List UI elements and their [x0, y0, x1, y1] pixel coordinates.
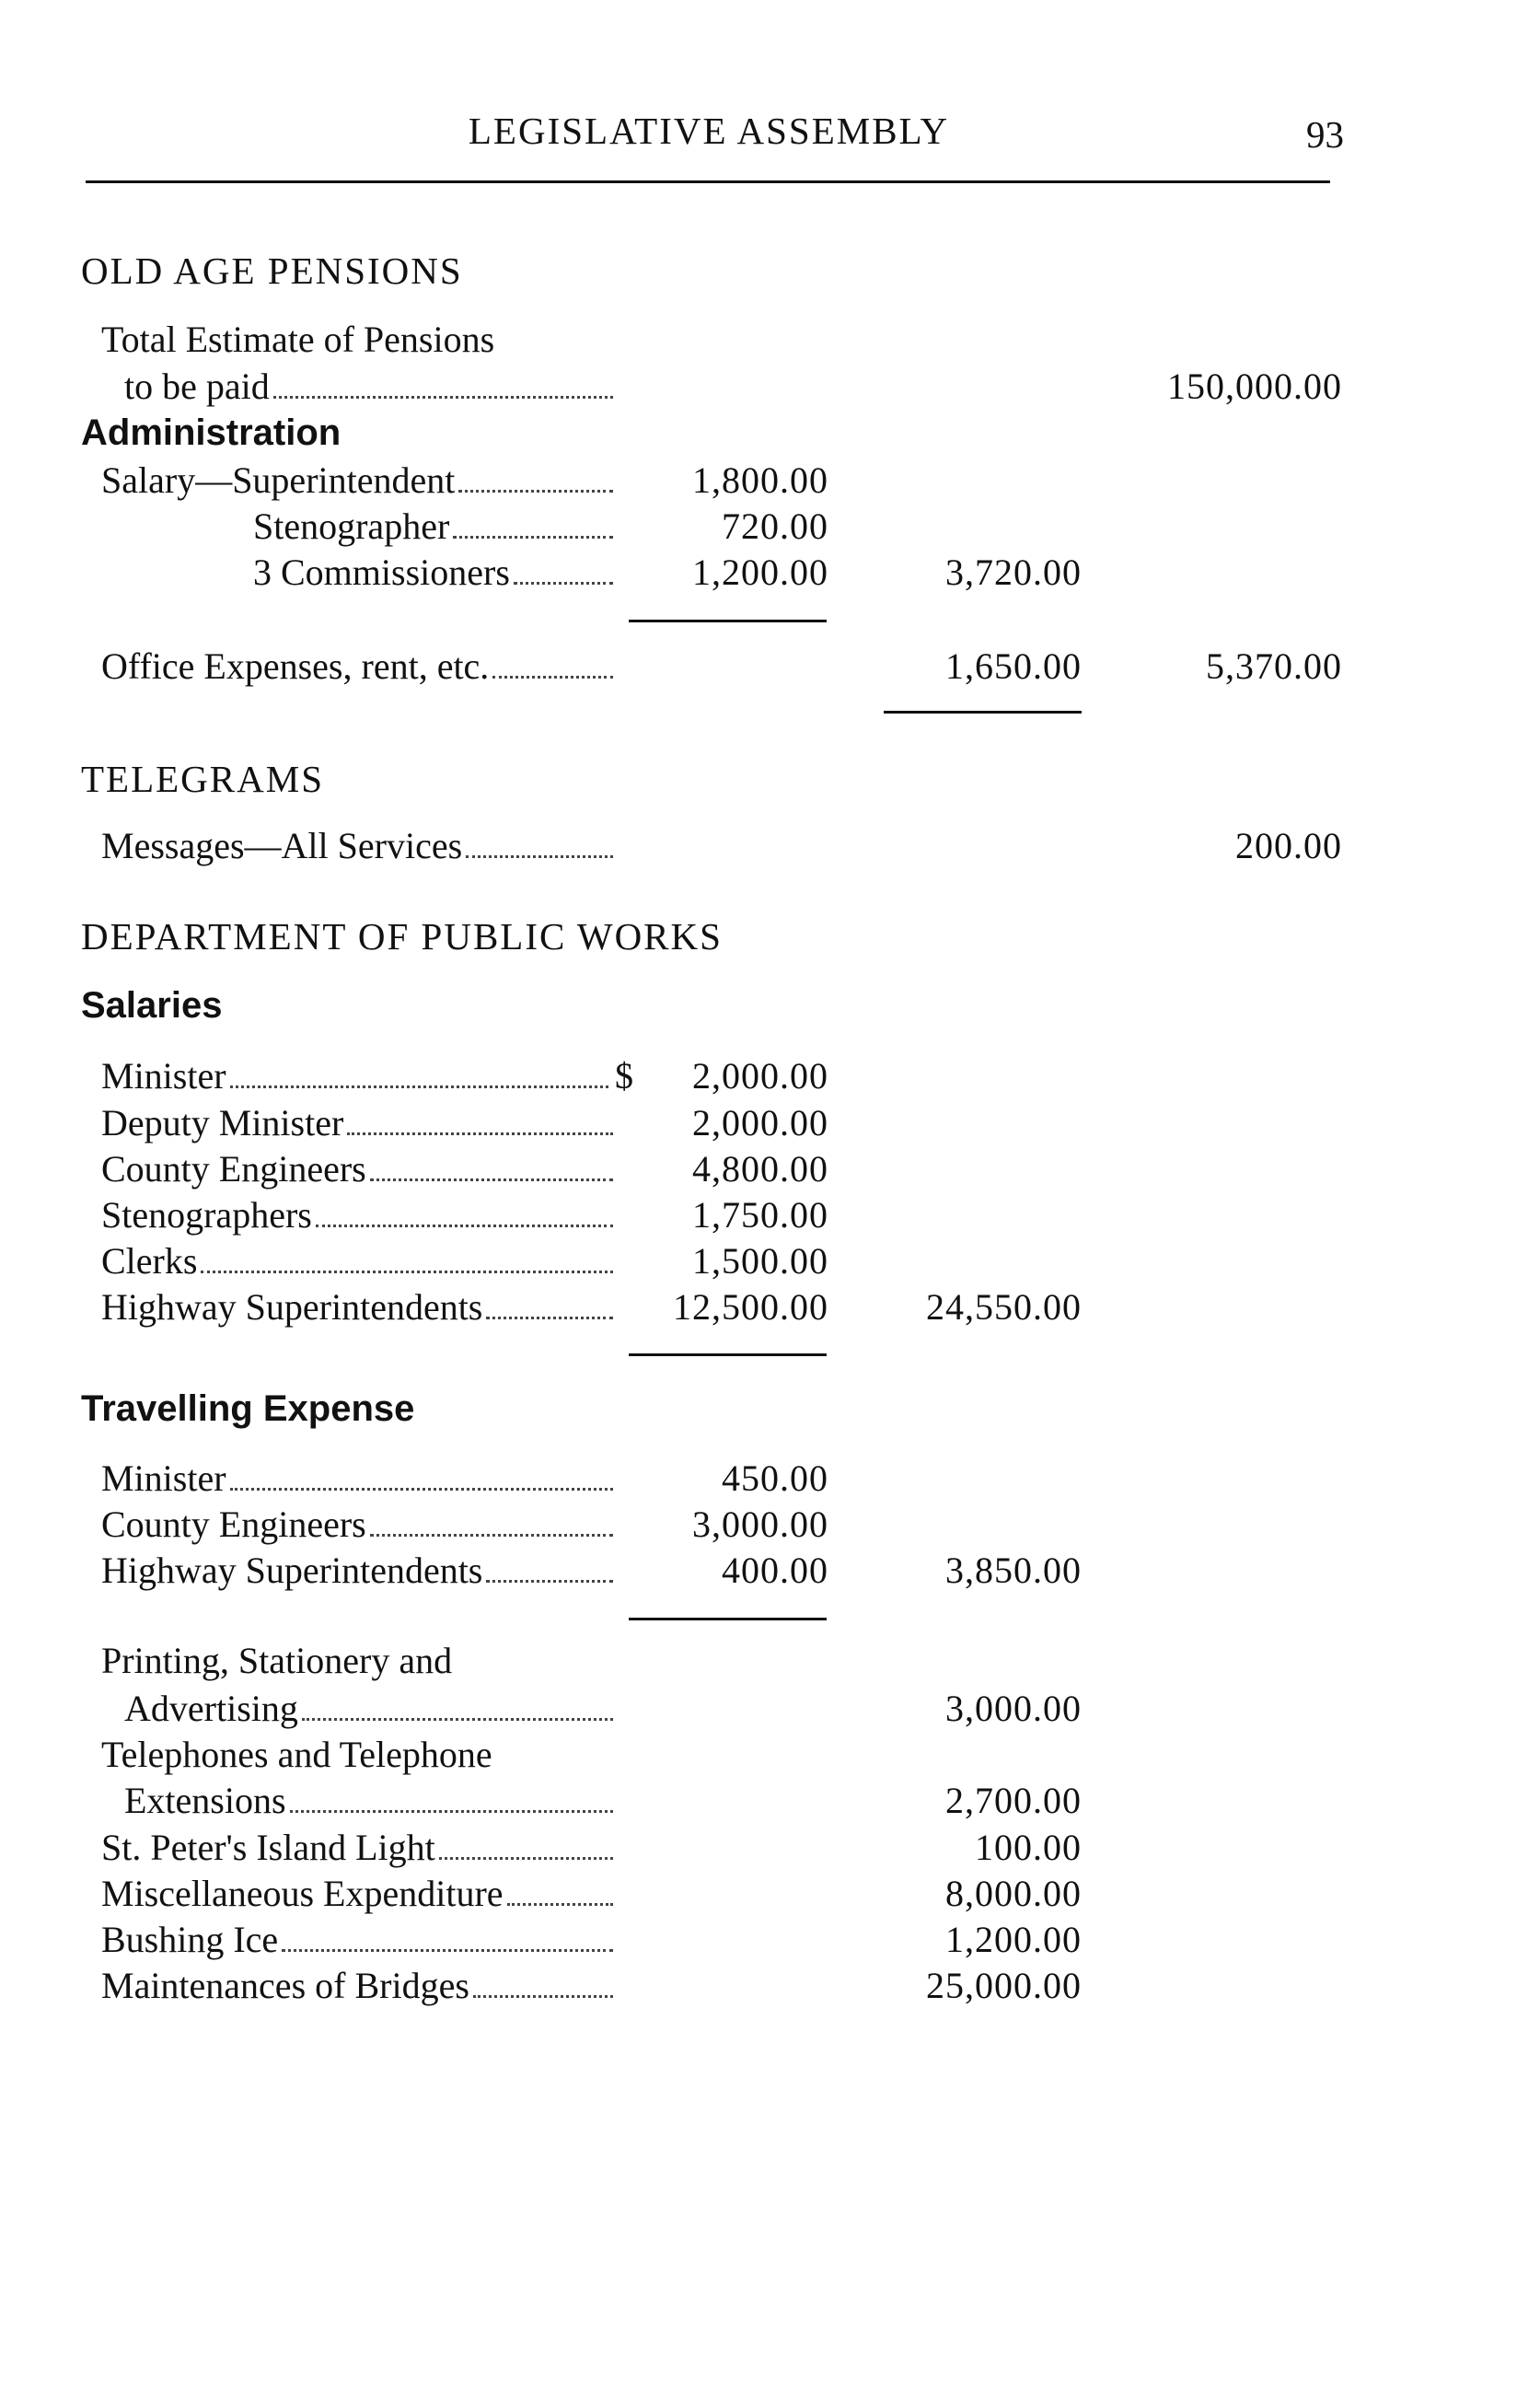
travel-amount: 400.00 — [722, 1550, 828, 1591]
travel-label: County Engineers — [101, 1503, 366, 1545]
travel-total: 3,850.00 — [945, 1550, 1082, 1591]
printing-label-line1: Printing, Stationery and — [101, 1640, 453, 1681]
messages-amount: 200.00 — [1235, 825, 1342, 866]
salaries-total: 24,550.00 — [926, 1286, 1082, 1328]
telephones-label-line1: Telephones and Telephone — [101, 1734, 492, 1775]
travel-amount: 450.00 — [722, 1457, 828, 1499]
page-header-title: LEGISLATIVE ASSEMBLY — [468, 110, 950, 152]
dot-leader — [486, 1316, 613, 1319]
expense-row — [0, 1918, 1540, 1964]
dot-leader — [282, 1948, 613, 1952]
total-estimate-amount: 150,000.00 — [1167, 366, 1342, 407]
printing-row — [0, 1687, 1540, 1733]
salary-row — [0, 1193, 1540, 1239]
total-estimate-label-line1: Total Estimate of Pensions — [101, 319, 495, 360]
printing-label-line2: Advertising — [124, 1688, 298, 1729]
dot-leader — [458, 489, 613, 493]
salary-row — [0, 1285, 1540, 1331]
office-expenses-amount: 1,650.00 — [945, 645, 1082, 687]
expense-amount: 100.00 — [975, 1827, 1082, 1868]
commissioners-amount: 1,200.00 — [692, 551, 828, 593]
expense-label: Bushing Ice — [101, 1919, 279, 1960]
dot-leader — [302, 1717, 613, 1721]
salary-superintendent-row — [0, 459, 1540, 505]
stenographer-label: Stenographer — [253, 505, 450, 547]
dot-leader — [514, 581, 613, 585]
salary-label: Clerks — [101, 1240, 198, 1282]
section-heading-telegrams: TELEGRAMS — [81, 758, 324, 800]
expense-amount: 25,000.00 — [926, 1965, 1082, 2006]
telephones-row — [0, 1779, 1540, 1825]
dot-leader — [439, 1856, 613, 1860]
salary-superintendent-amount: 1,800.00 — [692, 459, 828, 501]
salary-label: Highway Superintendents — [101, 1286, 483, 1328]
expense-label: St. Peter's Island Light — [101, 1827, 435, 1868]
dot-leader — [466, 854, 613, 858]
dot-leader — [201, 1270, 613, 1273]
expense-row — [0, 1872, 1540, 1918]
salary-label: Minister — [101, 1055, 226, 1097]
section-heading-old-age-pensions: OLD AGE PENSIONS — [81, 250, 463, 292]
dot-leader — [273, 395, 613, 399]
salary-amount: 12,500.00 — [673, 1286, 828, 1328]
subtotal-rule — [629, 1618, 827, 1620]
printing-amount: 3,000.00 — [945, 1688, 1082, 1729]
old-age-pensions-total: 5,370.00 — [1206, 645, 1342, 687]
salaries-heading: Salaries — [81, 985, 223, 1026]
total-estimate-row — [0, 365, 1540, 411]
administration-subtotal: 3,720.00 — [945, 551, 1082, 593]
stenographer-row — [0, 505, 1540, 551]
dollar-sign: $ — [615, 1055, 633, 1097]
travel-label: Minister — [101, 1457, 226, 1499]
subtotal-rule — [629, 1353, 827, 1356]
dot-leader — [370, 1533, 613, 1537]
subtotal-rule — [629, 620, 827, 622]
dot-leader — [507, 1902, 613, 1906]
messages-label: Messages—All Services — [101, 825, 463, 866]
dot-leader — [230, 1085, 608, 1088]
expense-row — [0, 1964, 1540, 2010]
dot-leader — [290, 1809, 613, 1813]
commissioners-row — [0, 551, 1540, 597]
dot-leader — [473, 1994, 613, 1998]
salary-superintendent-label: Salary—Superintendent — [101, 459, 456, 501]
header-rule — [86, 180, 1330, 183]
salary-row — [0, 1101, 1540, 1147]
travel-row — [0, 1503, 1540, 1549]
dot-leader — [453, 535, 613, 539]
office-expenses-row — [0, 644, 1540, 691]
section-heading-public-works: DEPARTMENT OF PUBLIC WORKS — [81, 915, 723, 958]
salary-amount: 2,000.00 — [692, 1102, 828, 1143]
salary-row — [0, 1147, 1540, 1193]
expense-amount: 1,200.00 — [945, 1919, 1082, 1960]
salary-label: Stenographers — [101, 1194, 312, 1236]
salary-amount: 1,750.00 — [692, 1194, 828, 1236]
salary-label: Deputy Minister — [101, 1102, 344, 1143]
messages-row — [0, 824, 1540, 870]
travel-amount: 3,000.00 — [692, 1503, 828, 1545]
travelling-expense-heading: Travelling Expense — [81, 1388, 415, 1429]
travel-row — [0, 1549, 1540, 1595]
office-expenses-label: Office Expenses, rent, etc. — [101, 645, 490, 687]
expense-amount: 8,000.00 — [945, 1873, 1082, 1914]
salary-amount: 2,000.00 — [692, 1055, 828, 1097]
dot-leader — [492, 675, 613, 679]
telephones-amount: 2,700.00 — [945, 1780, 1082, 1821]
salary-row — [0, 1054, 1540, 1100]
commissioners-label: 3 Commissioners — [253, 551, 510, 593]
expense-label: Maintenances of Bridges — [101, 1965, 469, 2006]
dot-leader — [316, 1224, 613, 1227]
expense-label: Miscellaneous Expenditure — [101, 1873, 504, 1914]
total-estimate-label-line2: to be paid — [124, 366, 270, 407]
salary-label: County Engineers — [101, 1148, 366, 1190]
dot-leader — [486, 1579, 613, 1583]
administration-heading: Administration — [81, 412, 342, 453]
travel-label: Highway Superintendents — [101, 1550, 483, 1591]
stenographer-amount: 720.00 — [722, 505, 828, 547]
page-number: 93 — [1306, 113, 1344, 156]
travel-row — [0, 1457, 1540, 1503]
expense-row — [0, 1826, 1540, 1872]
subtotal-rule — [884, 711, 1082, 714]
salary-amount: 4,800.00 — [692, 1148, 828, 1190]
telephones-label-line2: Extensions — [124, 1780, 286, 1821]
dot-leader — [370, 1178, 613, 1181]
dot-leader — [230, 1487, 613, 1491]
salary-amount: 1,500.00 — [692, 1240, 828, 1282]
dot-leader — [347, 1132, 613, 1135]
salary-row — [0, 1239, 1540, 1285]
